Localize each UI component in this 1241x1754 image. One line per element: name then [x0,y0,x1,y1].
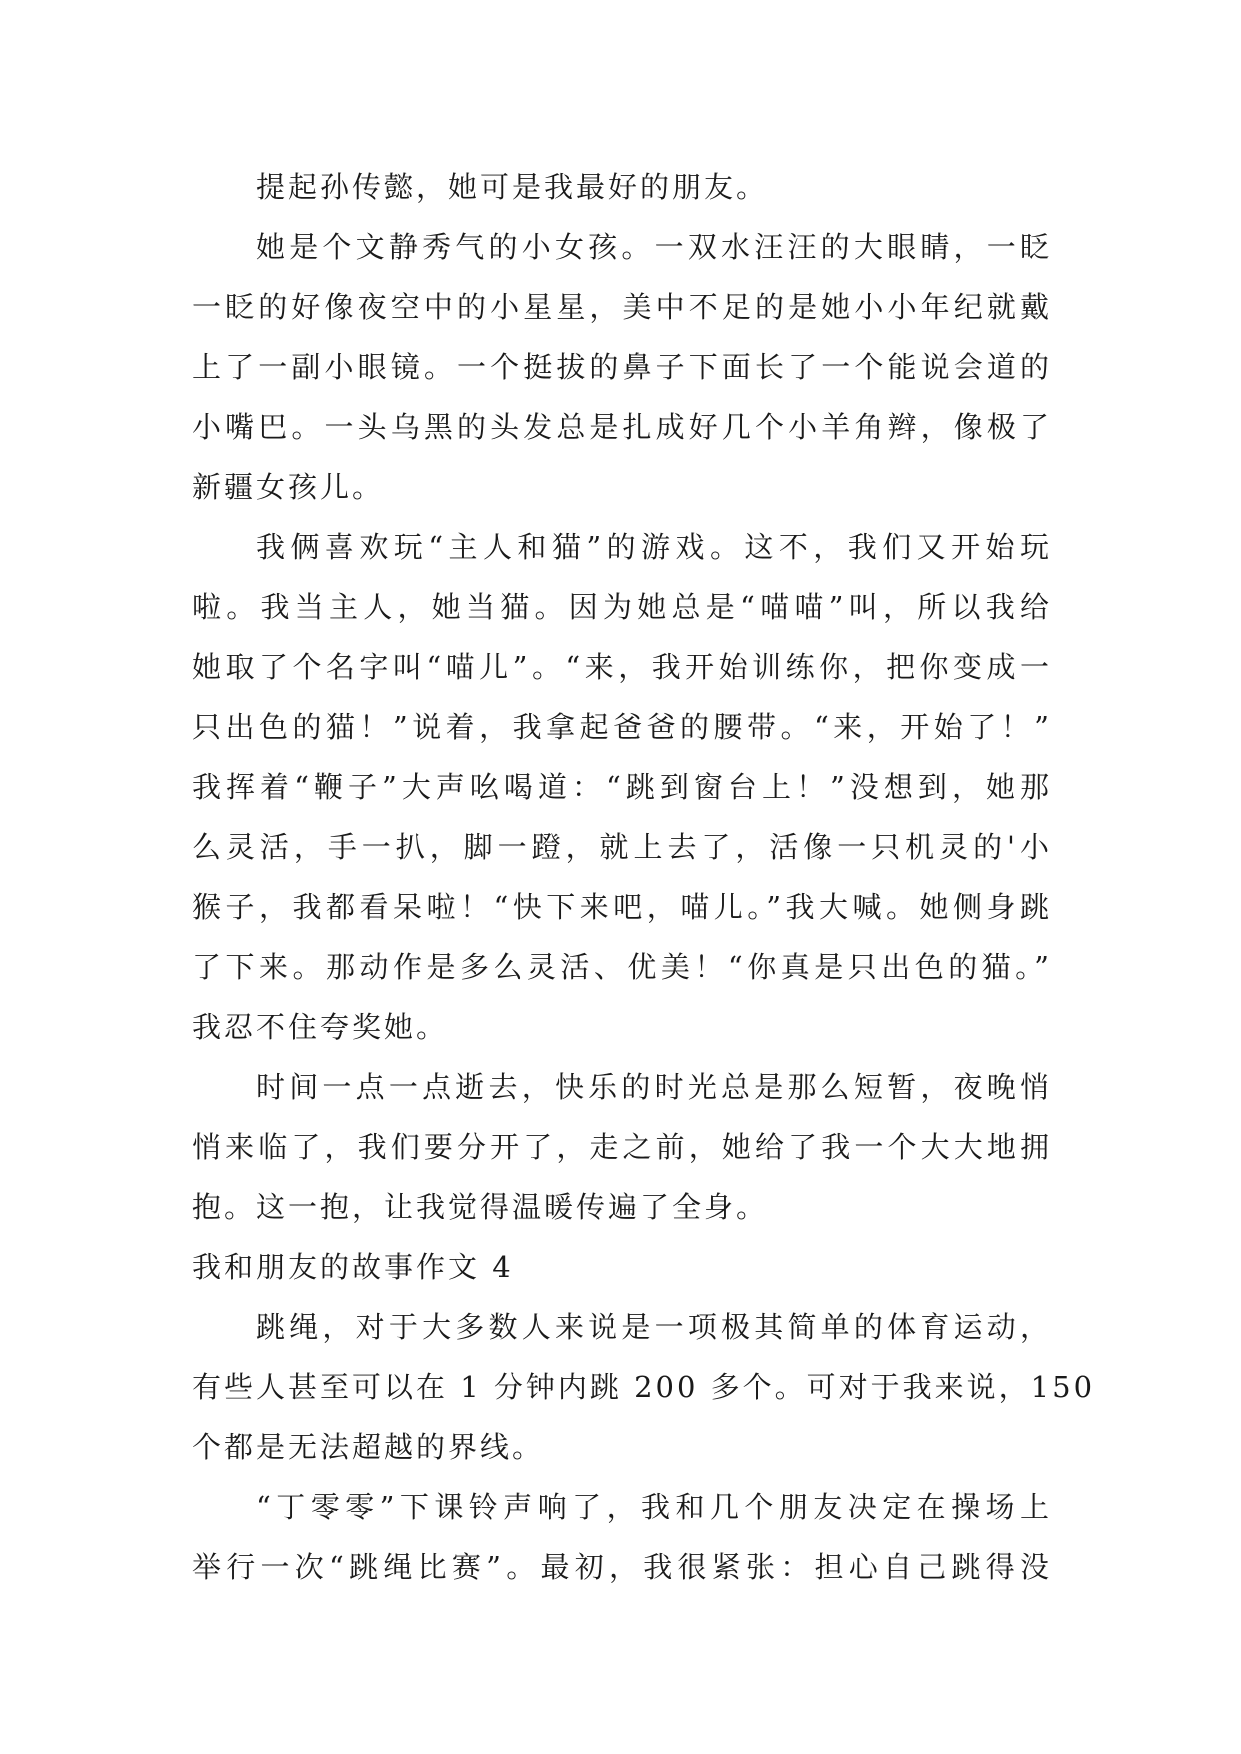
text-line: 小嘴巴。一头乌黑的头发总是扎成好几个小羊角辫，像极了 [192,410,1052,444]
text-line: 么灵活，手一扒，脚一蹬，就上去了，活像一只机灵的'小 [192,830,1052,864]
text-line: 我忍不住夸奖她。 [192,1010,449,1044]
text-line: 一眨的好像夜空中的小星星，美中不足的是她小小年纪就戴 [192,290,1052,324]
text-line: 上了一副小眼镜。一个挺拔的鼻子下面长了一个能说会道的 [192,350,1052,384]
text-line: 抱。这一抱，让我觉得温暖传遍了全身。 [192,1190,769,1224]
text-line: 啦。我当主人，她当猫。因为她总是“喵喵”叫，所以我给 [192,590,1052,624]
text-line: 她是个文静秀气的小女孩。一双水汪汪的大眼睛，一眨 [256,230,1052,264]
text-line: 提起孙传懿，她可是我最好的朋友。 [256,170,769,204]
text-line: 我俩喜欢玩“主人和猫”的游戏。这不，我们又开始玩 [256,530,1052,564]
text-line: 跳绳，对于大多数人来说是一项极其简单的体育运动， [256,1310,1052,1344]
text-line: 了下来。那动作是多么灵活、优美！“你真是只出色的猫。” [192,950,1052,984]
text-line: 她取了个名字叫“喵儿”。“来，我开始训练你，把你变成一 [192,650,1052,684]
text-line: “丁零零”下课铃声响了，我和几个朋友决定在操场上 [256,1490,1052,1524]
document-body [192,157,1096,1597]
text-line: 只出色的猫！”说着，我拿起爸爸的腰带。“来，开始了！” [192,710,1052,744]
text-line: 悄来临了，我们要分开了，走之前，她给了我一个大大地拥 [192,1130,1052,1164]
text-line: 个都是无法超越的界线。 [192,1430,545,1464]
text-line: 举行一次“跳绳比赛”。最初，我很紧张：担心自己跳得没 [192,1550,1052,1584]
text-line: 时间一点一点逝去，快乐的时光总是那么短暂，夜晚悄 [256,1070,1052,1104]
text-line: 有些人甚至可以在 1 分钟内跳 200 多个。可对于我来说，150 [192,1370,1096,1404]
text-line: 猴子，我都看呆啦！“快下来吧，喵儿。”我大喊。她侧身跳 [192,890,1052,924]
text-line: 我挥着“鞭子”大声吆喝道：“跳到窗台上！”没想到，她那 [192,770,1052,804]
text-line: 新疆女孩儿。 [192,470,385,504]
section-heading: 我和朋友的故事作文 4 [192,1250,514,1284]
